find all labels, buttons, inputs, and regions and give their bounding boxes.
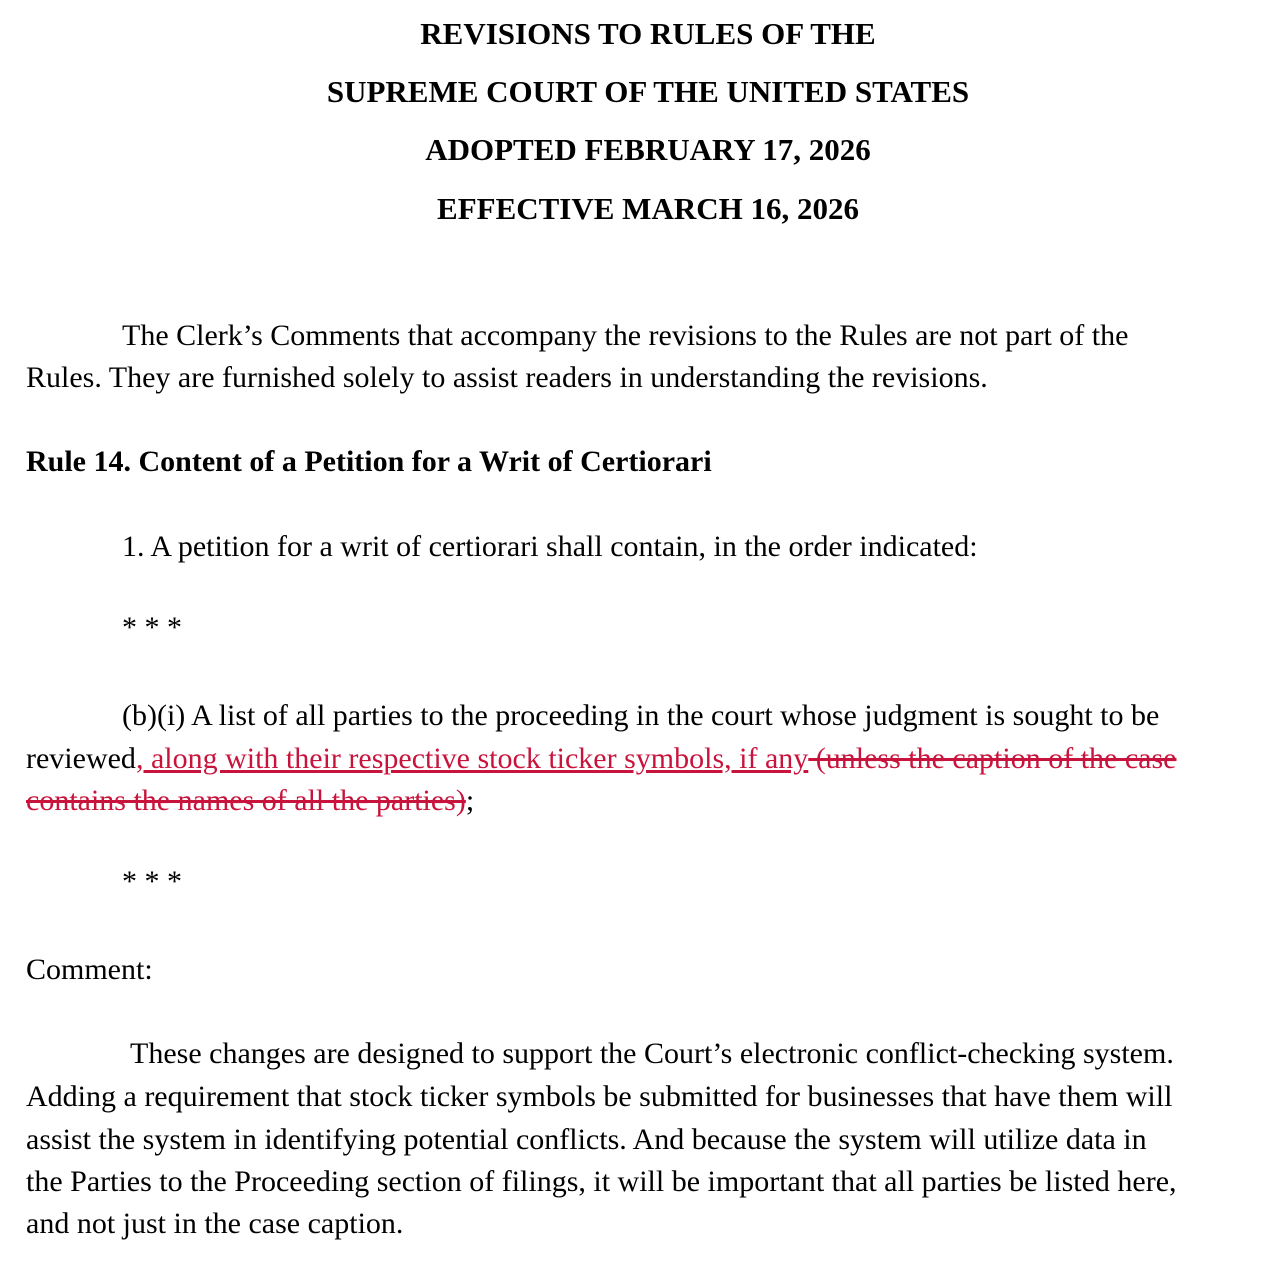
inserted-text: , along with their respective stock ticker symbols, if any	[135, 742, 809, 775]
comment-line-4: the Parties to the Proceeding section of filings, it will be important that all parties be listed here,	[26, 1165, 1177, 1198]
comment-line-2: Adding a requirement that stock ticker symbols be submitted for businesses that have them will	[26, 1080, 1173, 1113]
comment-label: Comment:	[26, 953, 153, 986]
title-line-1: REVISIONS TO RULES OF THE	[420, 16, 876, 51]
rule-b-line-1: (b)(i) A list of all parties to the proceeding in the court whose judgment is sought to be	[122, 699, 1160, 732]
intro-line-2: Rules. They are furnished solely to assist readers in understanding the revisions.	[26, 361, 988, 394]
rule-heading: Rule 14. Content of a Petition for a Writ of Certiorari	[26, 445, 712, 478]
comment-line-3: assist the system in identifying potential conflicts. And because the system will utilize data in	[26, 1123, 1147, 1156]
intro-line-1: The Clerk’s Comments that accompany the revisions to the Rules are not part of the	[122, 319, 1129, 352]
comment-line-1: These changes are designed to support the Court’s electronic conflict-checking system.	[130, 1037, 1174, 1070]
deleted-text-1: (unless the caption of the case	[808, 742, 1177, 775]
comment-line-5: and not just in the case caption.	[26, 1207, 404, 1240]
effective-date: EFFECTIVE MARCH 16, 2026	[437, 191, 859, 226]
adopted-date: ADOPTED FEBRUARY 17, 2026	[425, 132, 871, 167]
omission-stars-1: * * *	[122, 611, 182, 644]
rule-b-original-text: reviewed	[26, 742, 136, 775]
rule-item-1: 1. A petition for a writ of certiorari shall contain, in the order indicated:	[122, 530, 978, 563]
deleted-text-2: contains the names of all the parties)	[26, 784, 466, 817]
title-line-2: SUPREME COURT OF THE UNITED STATES	[326, 74, 970, 109]
rule-b-line-2	[26, 742, 1176, 776]
rule-b-end: ;	[465, 784, 475, 817]
omission-stars-2: * * *	[122, 865, 182, 898]
rule-b-line-3	[26, 784, 474, 818]
